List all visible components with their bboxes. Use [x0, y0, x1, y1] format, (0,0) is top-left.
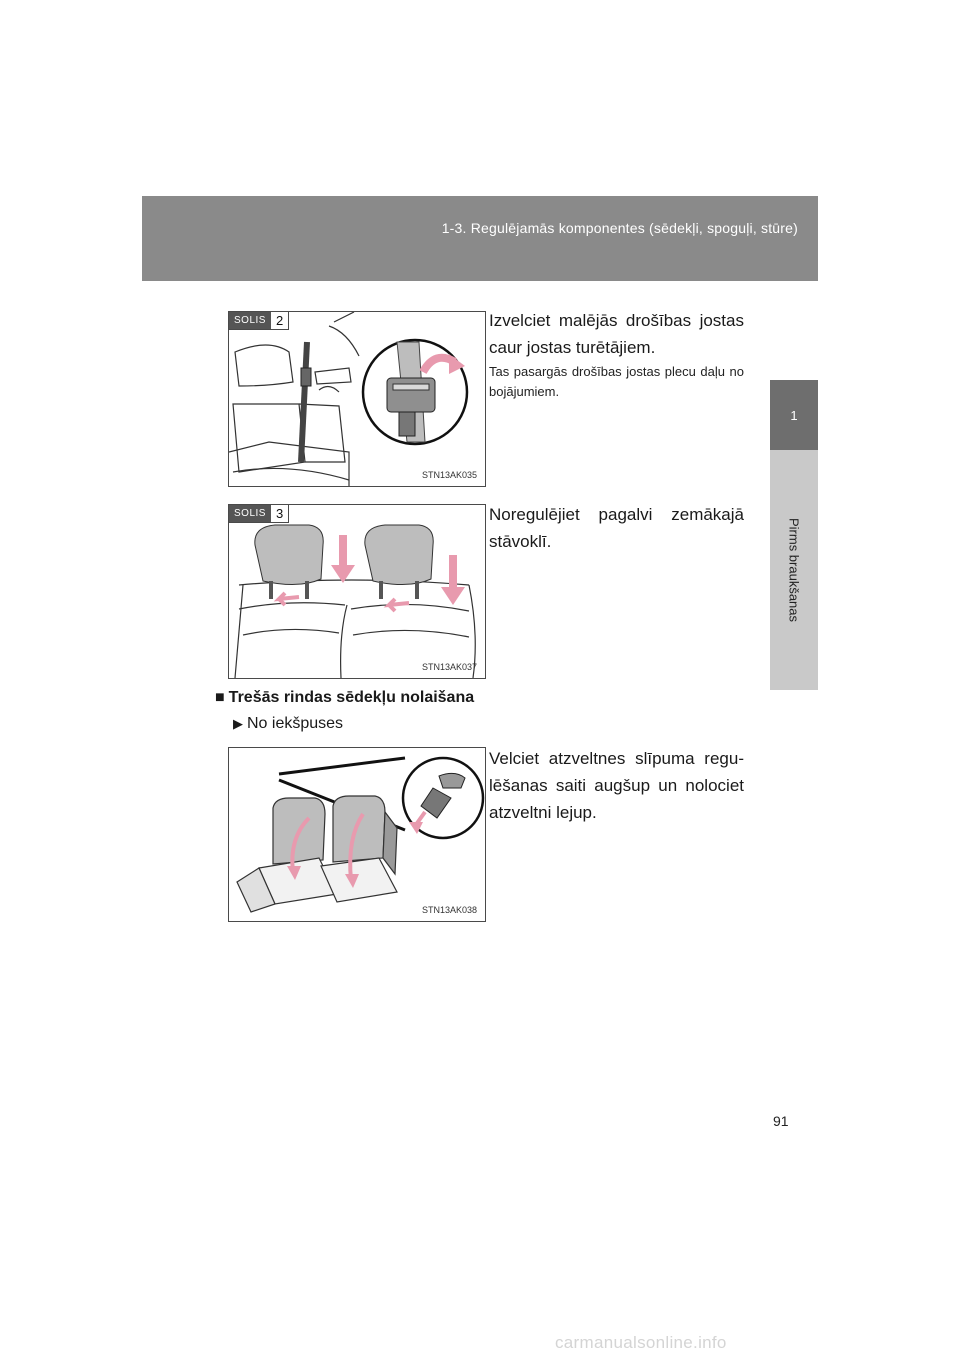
step-badge-label: SOLIS — [229, 505, 271, 522]
headrest-illustration — [229, 505, 485, 678]
step-2-note: Tas pasargās drošības jostas plecu daļu no bojājumiem. — [489, 364, 744, 399]
section-heading — [215, 689, 474, 707]
chapter-title: Pirms braukšanas — [786, 517, 802, 623]
figure-code: STN13AK037 — [421, 662, 477, 672]
section-title: 1-3. Regulējamās komponentes (sēdekļi, spoguļi, stūre) — [441, 220, 798, 236]
chapter-number-tab — [770, 380, 818, 450]
step-3-instruction: Noregulējiet pagalvi zemākajā stāvoklī. — [489, 505, 744, 551]
seatbelt-illustration — [229, 312, 485, 486]
figure-step-3 — [228, 504, 486, 679]
figure-third-row — [228, 747, 486, 922]
section-heading-text: Trešās rindas sēdekļu nolaišana — [228, 689, 475, 706]
step-badge-number: 2 — [271, 312, 288, 329]
sub-heading — [233, 715, 343, 733]
step-badge-number: 3 — [271, 505, 288, 522]
third-row-seat-illustration — [229, 748, 485, 921]
triangle-bullet-icon: ▶ — [233, 716, 243, 731]
chapter-number: 1 — [790, 407, 798, 423]
chapter-title-tab — [770, 450, 818, 690]
page-number: 91 — [773, 1113, 789, 1129]
square-bullet-icon: ■ — [215, 689, 225, 706]
step-2-instruction: Izvelciet malējās drošības jostas caur jostas turētājiem. — [489, 311, 744, 357]
step-badge-label: SOLIS — [229, 312, 271, 329]
page-header — [142, 196, 818, 281]
sub-heading-text: No iekšpuses — [247, 715, 344, 732]
watermark: carmanualsonline.info — [555, 1333, 727, 1352]
figure-step-2 — [228, 311, 486, 487]
figure-code: STN13AK038 — [421, 905, 477, 915]
step-badge — [229, 505, 289, 523]
third-row-instruction: Velciet atzveltnes slīpuma regu-lēšanas saiti augšup un nolociet atzveltni lejup. — [489, 749, 744, 822]
figure-code: STN13AK035 — [421, 470, 477, 480]
step-badge — [229, 312, 289, 330]
